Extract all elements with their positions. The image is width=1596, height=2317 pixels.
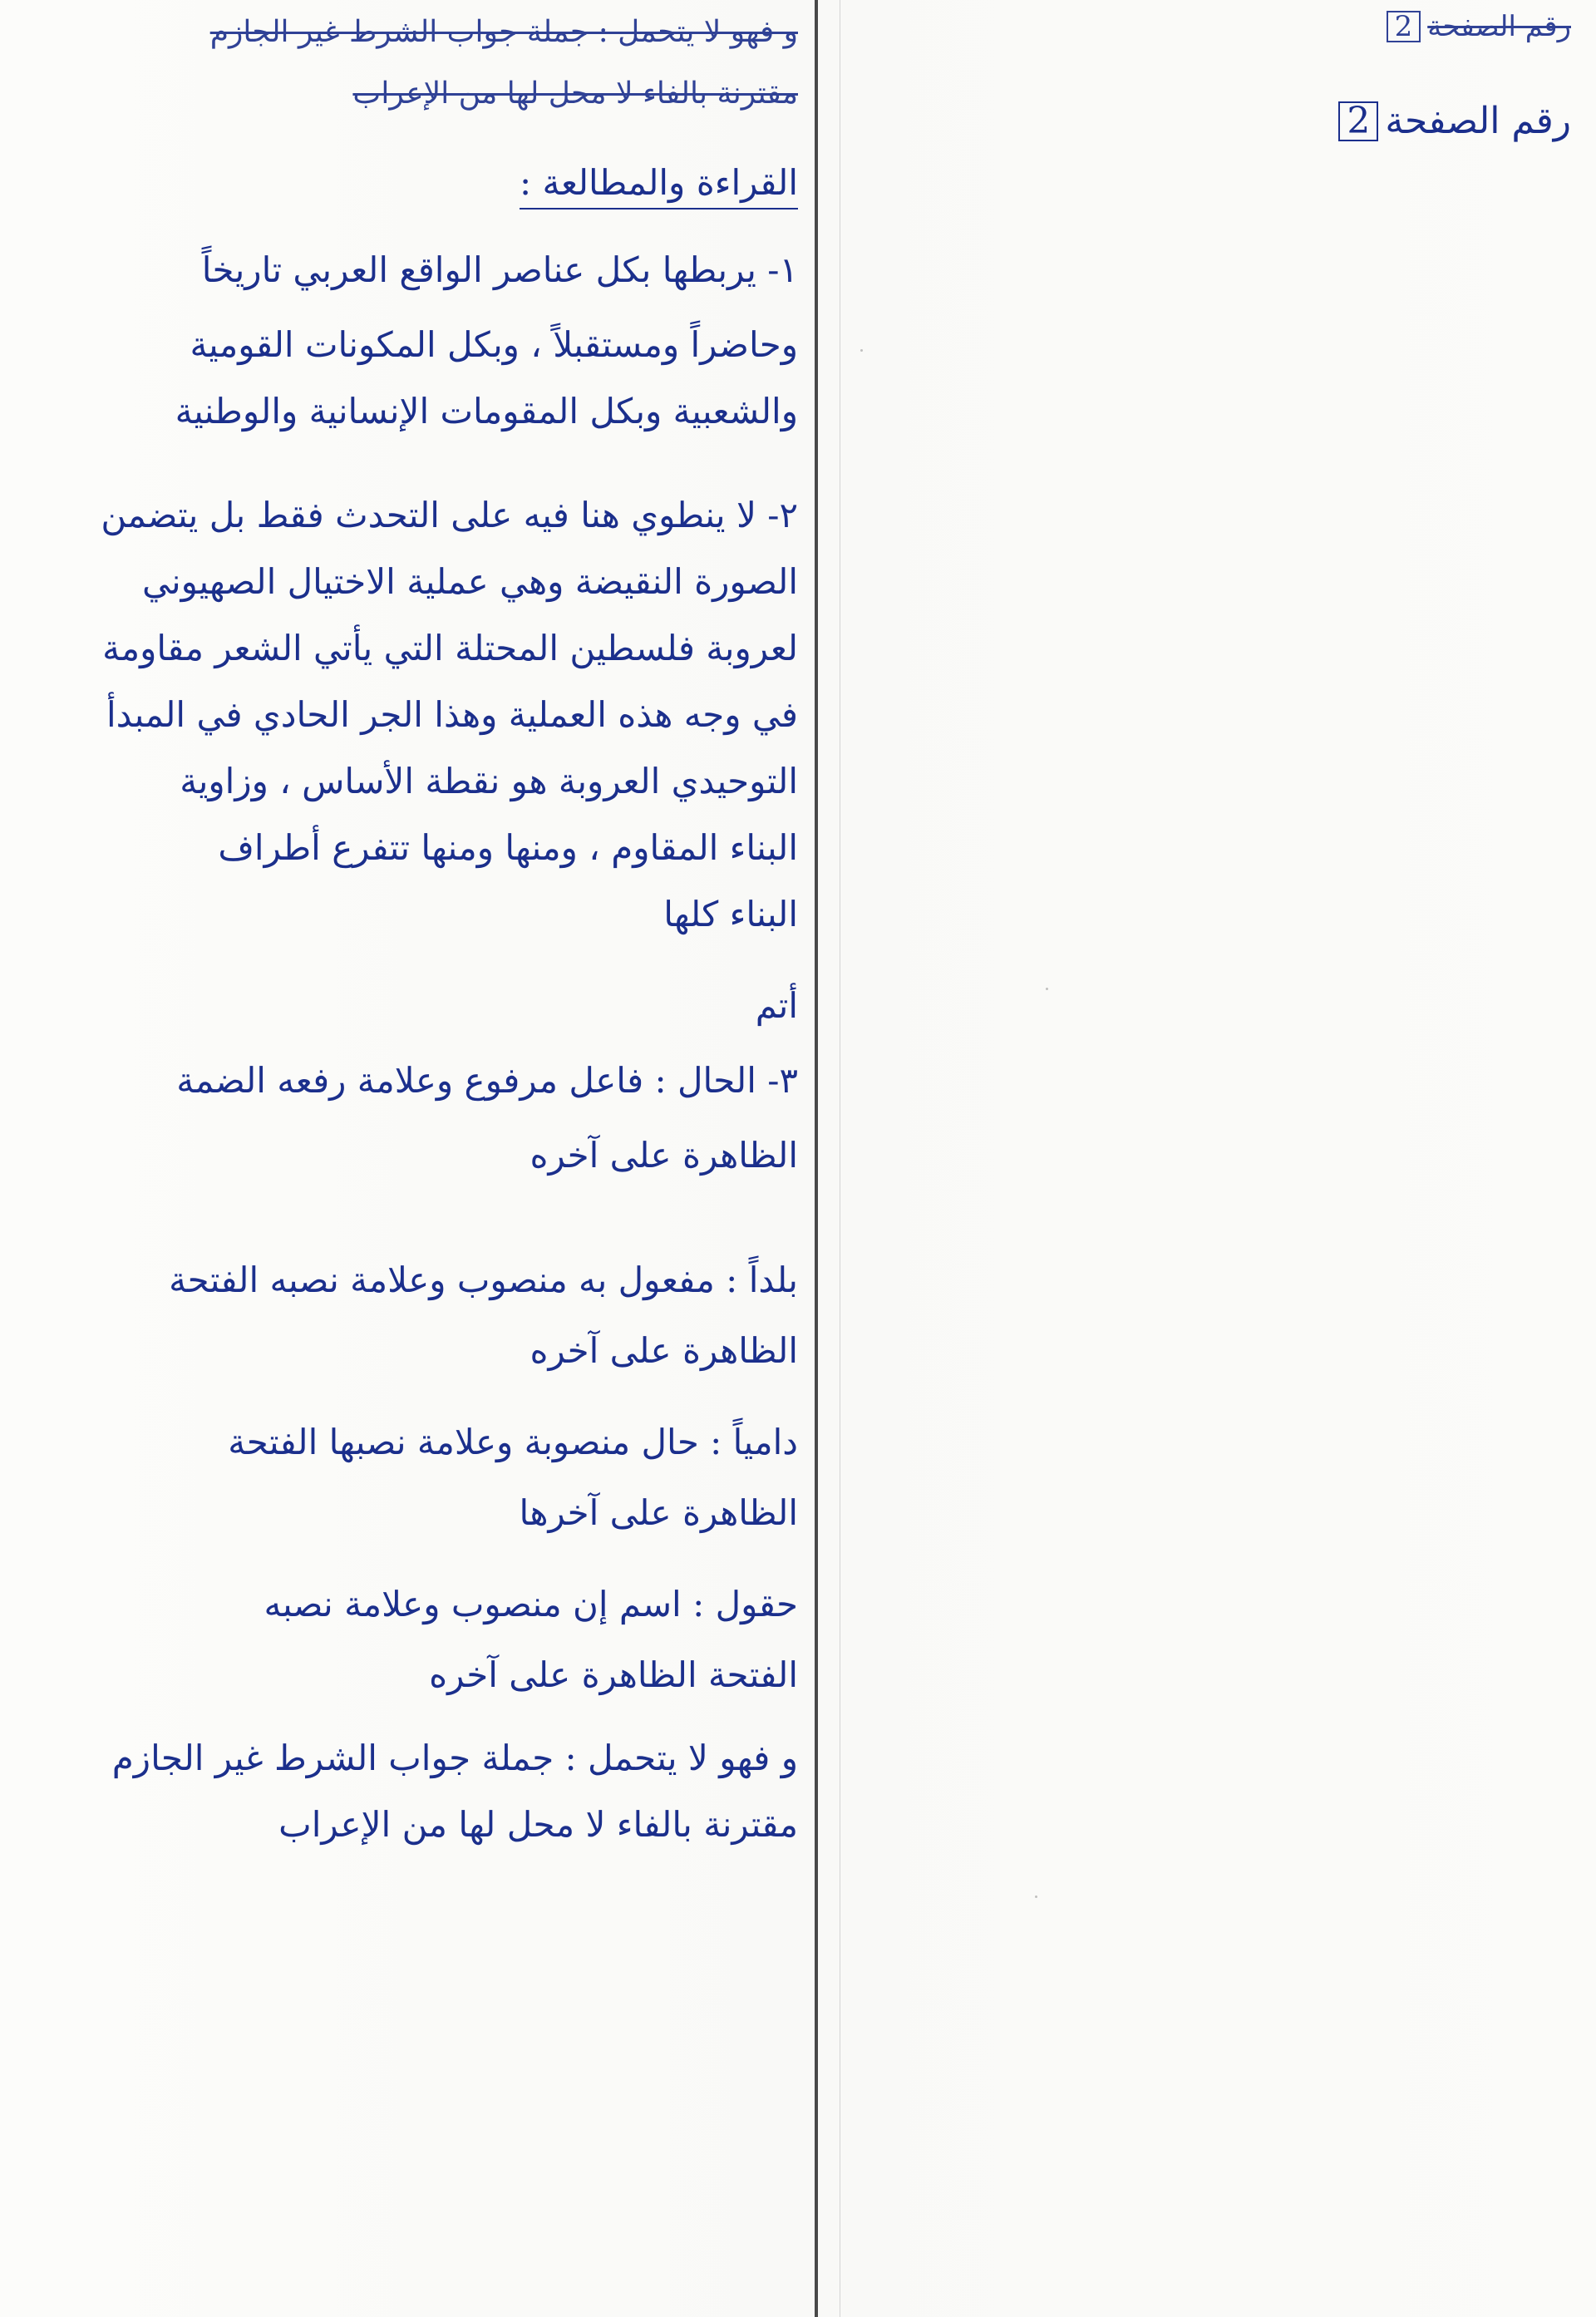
answer-2-line: البناء كلها [663,894,798,934]
extra-word: أتم [755,985,798,1026]
grammar-line: بلداً : مفعول به منصوب وعلامة نصبه الفتحة [169,1260,798,1300]
page-number-text: رقم الصفحة [1385,100,1571,142]
paper-speck [1046,988,1048,990]
grammar-line: الظاهرة على آخرها [519,1492,798,1533]
page-number-label [1338,100,1571,142]
paper-speck [1035,1896,1037,1898]
margin-line [815,0,818,2317]
grammar-line: الظاهرة على آخره [530,1330,798,1371]
answer-2-line: الصورة النقيضة وهي عملية الاختيال الصهيوني [141,561,798,602]
grammar-line: مقترنة بالفاء لا محل لها من الإعراب [278,1804,798,1845]
answer-1-line: وحاضراً ومستقبلاً ، وبكل المكونات القومية [190,324,798,365]
grammar-line: الفتحة الظاهرة على آخره [429,1654,798,1695]
answer-2-line: ٢- لا ينطوي هنا فيه على التحدث فقط بل يتضمن [101,495,798,535]
page-number-box: 2 [1387,11,1421,42]
answer-2-line: لعروبة فلسطين المحتلة التي يأتي الشعر مقاومة [102,628,798,668]
answer-1-line: والشعبية وبكل المقومات الإنسانية والوطنية [175,391,798,431]
section-title-text: القراءة والمطالعة : [520,162,798,210]
answer-3-line: الظاهرة على آخره [530,1135,798,1176]
answer-3-line: ٣- الحال : فاعل مرفوع وعلامة رفعه الضمة [176,1060,798,1101]
grammar-line: حقول : اسم إن منصوب وعلامة نصبه [264,1584,798,1624]
page-number-label-crossed [1387,10,1571,43]
page-number-text: رقم الصفحة [1427,10,1571,43]
paper-speck [860,349,863,352]
crossed-out-line: مقترنة بالفاء لا محل لها من الإعراب [352,76,798,111]
answer-2-line: التوحيدي العروبة هو نقطة الأساس ، وزاوية [180,761,798,801]
answer-2-line: البناء المقاوم ، ومنها ومنها تتفرع أطراف [218,827,798,868]
section-title [520,162,798,203]
answer-2-line: في وجه هذه العملية وهذا الجر الحادي في المبدأ [106,694,798,735]
grammar-line: دامياً : حال منصوبة وعلامة نصبها الفتحة [228,1422,798,1462]
grammar-line: و فهو لا يتحمل : جملة جواب الشرط غير الجازم [111,1738,798,1778]
page-number-box: 2 [1338,101,1378,141]
answer-1-line: ١- يربطها بكل عناصر الواقع العربي تاريخاً [201,249,798,290]
crossed-out-line: و فهو لا يتحمل : جملة جواب الشرط غير الجازم [209,15,798,49]
